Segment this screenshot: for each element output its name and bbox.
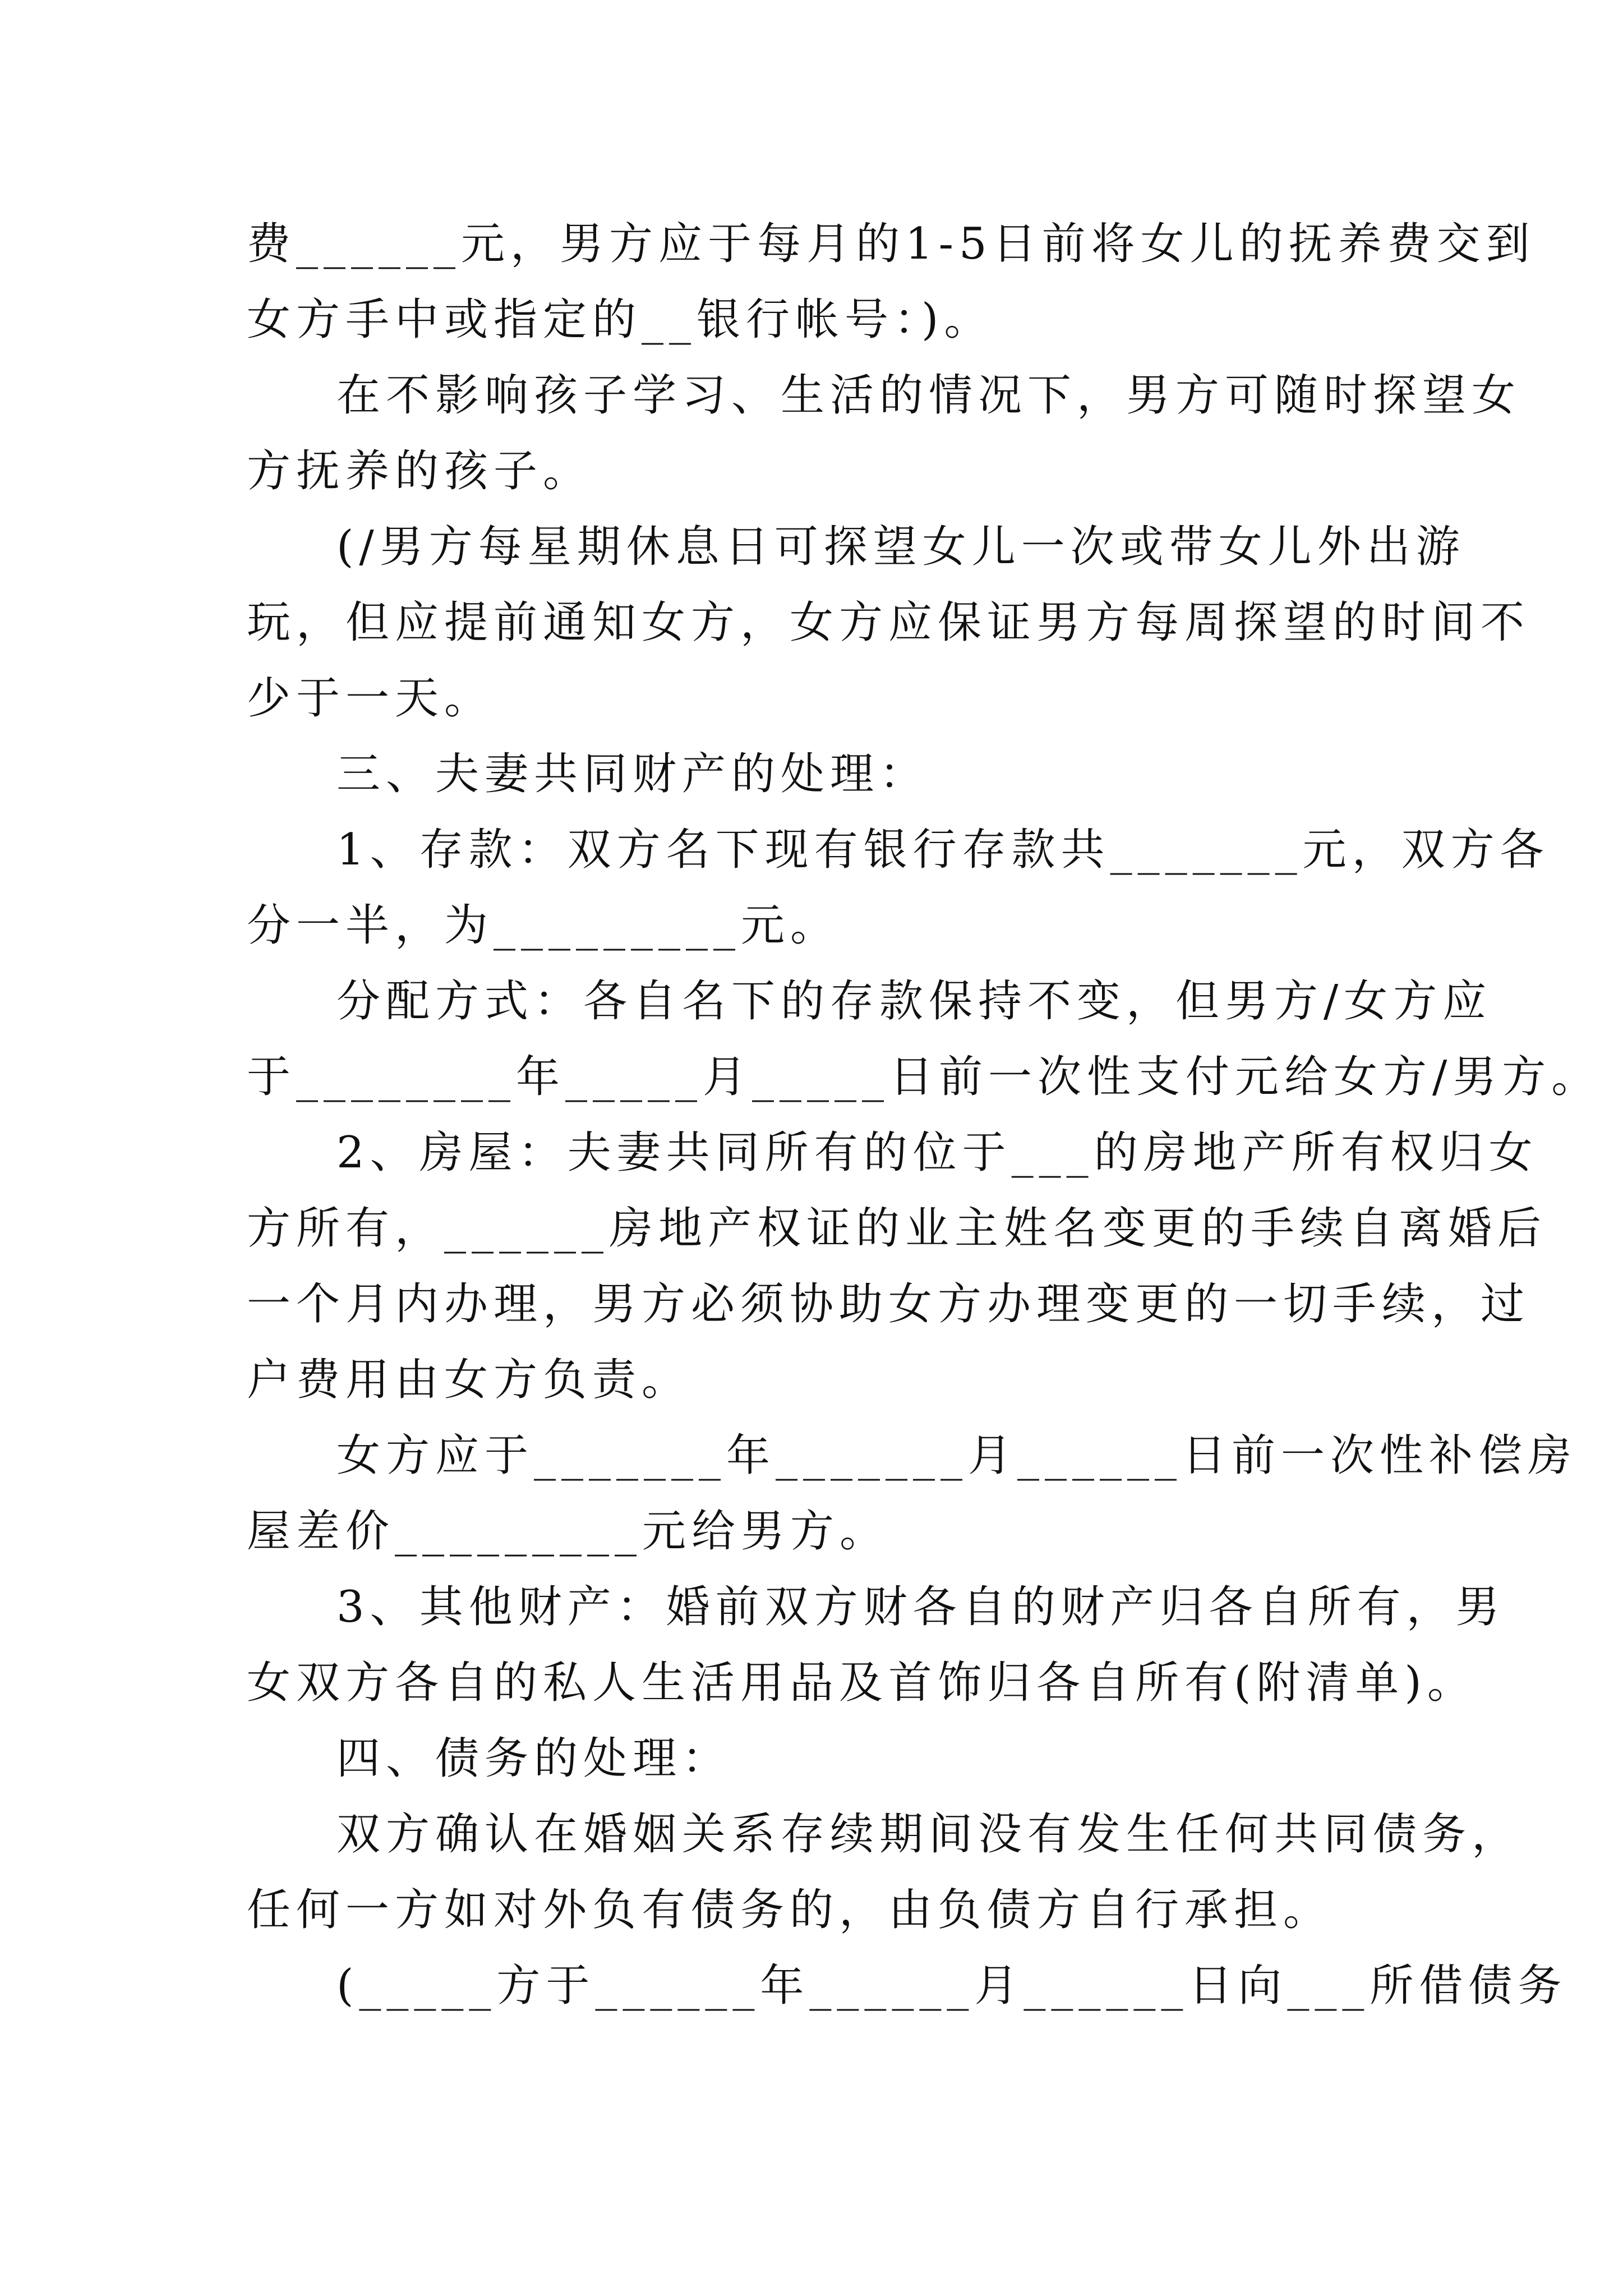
text-line: 一个月内办理，男方必须协助女方办理变更的一切手续，过 xyxy=(247,1279,1530,1329)
text-line: 女方应于_______年_______月______日前一次性补偿房 xyxy=(336,1430,1578,1481)
text-line: 女方手中或指定的__银行帐号：)。 xyxy=(247,295,994,345)
text-line: 玩，但应提前通知女方，女方应保证男方每周探望的时间不 xyxy=(247,597,1530,648)
text-line: 于________年_____月_____日前一次性支付元给女方/男方。 xyxy=(247,1052,1601,1102)
section-heading: 四、债务的处理： xyxy=(336,1733,732,1784)
text-line: 分配方式：各自名下的存款保持不变，但男方/女方应 xyxy=(336,976,1492,1027)
text-line: 方抚养的孩子。 xyxy=(247,446,593,496)
text-line: 1、存款：双方名下现有银行存款共_______元，双方各 xyxy=(336,825,1550,875)
text-line: 分一半，为_________元。 xyxy=(247,900,840,951)
text-line: 少于一天。 xyxy=(247,673,494,724)
text-line: 双方确认在婚姻关系存续期间没有发生任何共同债务， xyxy=(336,1809,1521,1860)
text-line: 费______元，男方应于每月的1-5日前将女儿的抚养费交到 xyxy=(247,219,1536,269)
text-line: 3、其他财产：婚前双方财各自的财产归各自所有，男 xyxy=(336,1582,1505,1632)
text-line: 户费用由女方负责。 xyxy=(247,1355,691,1405)
section-heading: 三、夫妻共同财产的处理： xyxy=(336,749,929,799)
text-line: (/男方每星期休息日可探望女儿一次或带女儿外出游 xyxy=(336,522,1465,572)
text-line: 在不影响孩子学习、生活的情况下，男方可随时探望女 xyxy=(336,370,1521,421)
text-line: 2、房屋：夫妻共同所有的位于___的房地产所有权归女 xyxy=(336,1128,1538,1178)
text-line: 屋差价_________元给男方。 xyxy=(247,1506,889,1557)
text-line: 女双方各自的私人生活用品及首饰归各自所有(附清单)。 xyxy=(247,1658,1477,1708)
text-line: 方所有，______房地产权证的业主姓名变更的手续自离婚后 xyxy=(247,1203,1547,1254)
text-line: (_____方于______年______月______日向___所借债务 xyxy=(336,1961,1567,2011)
text-line: 任何一方如对外负有债务的，由负债方自行承担。 xyxy=(247,1885,1333,1935)
